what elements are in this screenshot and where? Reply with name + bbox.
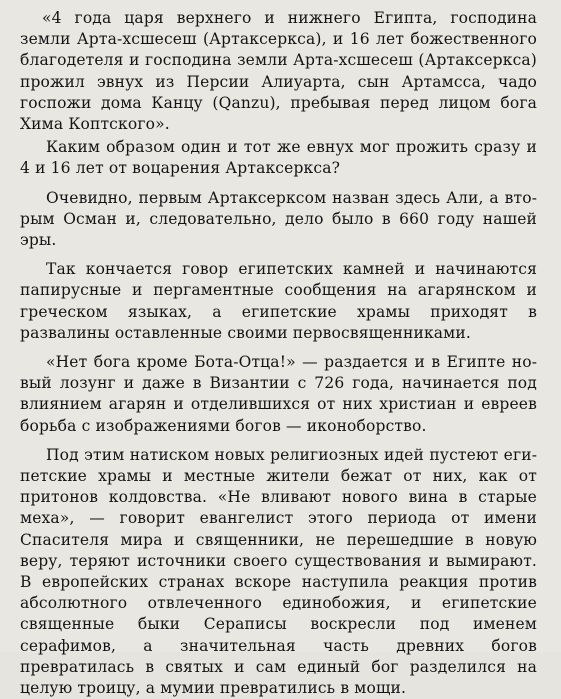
paragraph-quote-inscription: «4 года царя верхнего и нижнего Египта, господина земли Арта-хсшесеш (Артаксеркса), и 16 лет божественного благодетеля и господина земли Арта-хсшесеш (Артаксеркса) прожил эвнух из Персии Алиуарта, сын Артамсса, чадо госпожи дома Канцу (Qanzu), пребывая перед лицом бога Хима Коптского». [20, 9, 537, 134]
paragraph-temples-abandoned: Под этим натиском новых религиозных идей пустеют египетские храмы и местные жители бежат от них, как от притонов колдовства. «Не вливают нового вина в старые меха», — говорит евангелист этого периода от имени Спасителя мира и священники, не перешедшие в новую веру, теряют источники своего существования и вымирают. В европейских странах вскоре наступила реакция против абсолютного отвлеченного единобожия, и египетские священные быки Сераписы воскресли под именем серафимов, а значительная часть древних богов превратилась в святых и сам единый бог разделился на целую троицу, а мумии превратились в мощи. [20, 445, 537, 698]
paragraph-explanation: Очевидно, первым Артаксерксом назван здесь Али, а вторым Осман и, следовательно, дело было в 660 году нашей эры. [20, 188, 537, 250]
paragraph-question: Каким образом один и тот же евнух мог прожить сразу и 4 и 16 лет от воцарения Артаксеркса? [20, 138, 537, 178]
paragraph-papyri: Так кончается говор египетских камней и начинаются папирусные и пергаментные сообщения на агарянском и греческом языках, а египетские храмы приходят в развалины оставленные своими первосвященниками. [20, 260, 537, 342]
paragraph-iconoclasm: «Нет бога кроме Бота-Отца!» — раздается и в Египте новый лозунг и даже в Византии с 726 года, начинается под влиянием агарян и отделившихся от них христиан и евреев борьба с изображениями богов — иконоборство. [20, 353, 537, 435]
